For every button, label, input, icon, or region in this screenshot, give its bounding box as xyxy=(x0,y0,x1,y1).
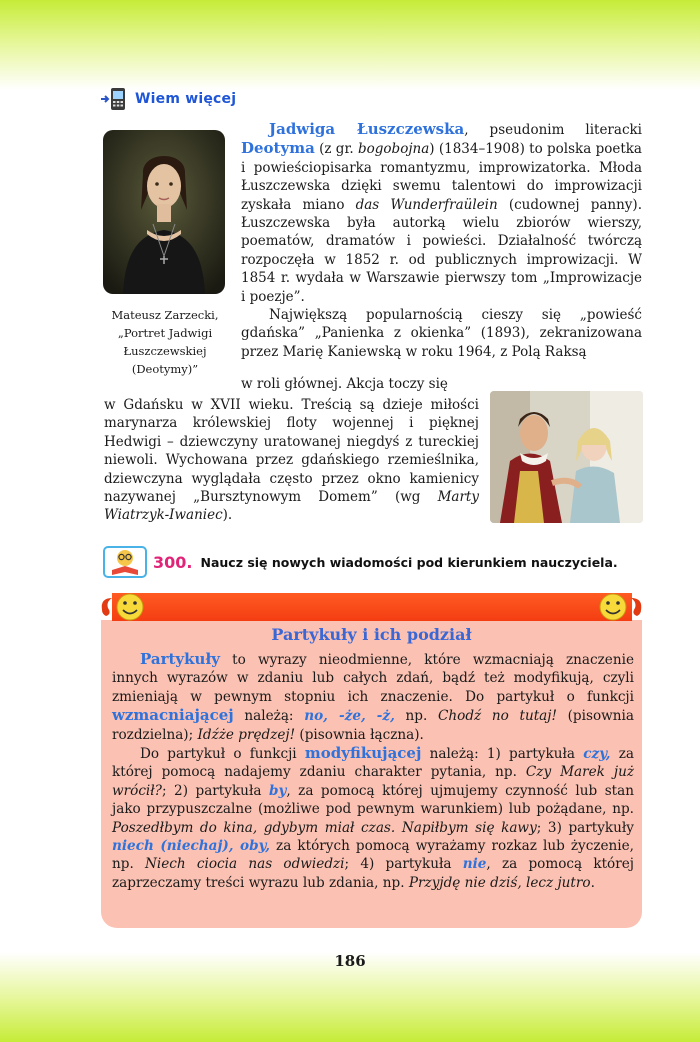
bio-paragraph-2 xyxy=(241,306,642,361)
example-sentence: Czy Marek już wrócił? xyxy=(112,764,634,799)
bio-greek-word: bogobojna xyxy=(358,141,430,158)
particle-niech: niech (niechaj), oby, xyxy=(112,838,270,855)
task-instruction: Naucz się nowych wiadomości pod kierunkiem nauczyciela. xyxy=(200,554,618,570)
example-sentence: Przyjdę nie dziś, lecz jutro xyxy=(408,874,591,891)
bio-text-span: w Gdańsku w XVII wieku. Treścią są dzieje miłości marynarza królewskiej floty wojennej i pięknej Hedwigi – dziewczyny uratowanej niegdyś z tureckiej niewoli. Wychowana przez gdańskiego rzemieślnika, dziewczyna wyglądała często przez okno kamienicy nazywanej „Bursztynowym Domem” (wg xyxy=(104,397,479,506)
bio-paragraph-3 xyxy=(104,396,479,525)
rule-text-span: to wyrazy nieodmienne, które wzmacniają znaczenie innych wyrazów w zdaniu lub całych zdań, bądź też modyfikują, czyli zmieniają w pewnym stopniu ich znaczenie. Do partykuł o funkcji xyxy=(112,652,634,705)
portrait-caption xyxy=(98,306,232,378)
bio-text-span: ) (1834–1908) to polska poetka i powieściopisarka romantyzmu, improwizatorka. Młoda Łuszczewska dzięki swemu talentowi do improwizacji zyskała miano xyxy=(241,141,642,213)
example-sentence: Niech ciocia nas odwiedzi xyxy=(145,856,345,873)
rule-text-span: , za pomocą której ujmujemy czynność lub stan jako przypuszczalne (możliwe pod pewnym warunkiem) lub pożądane, np. xyxy=(112,782,634,818)
example-sentence: Idźże prędzej! xyxy=(197,726,296,743)
wiem-wiecej-label: Wiem więcej xyxy=(135,91,237,107)
rule-text-span: ; 3) partykuły xyxy=(536,819,634,836)
rule-text-span: ; 4) partykuła xyxy=(344,856,463,873)
bio-paragraph-2-end: w roli głównej. Akcja toczy się xyxy=(241,376,448,392)
term-partykuly: Partykuły xyxy=(140,650,220,668)
term-wzmacniajacej: wzmacniającej xyxy=(112,706,234,725)
reading-student-icon xyxy=(103,546,147,578)
rule-text-span: . xyxy=(590,874,595,891)
task-number: 300. xyxy=(153,552,193,572)
caption-line: Mateusz Zarzecki, xyxy=(111,308,219,322)
bio-text-span: ). xyxy=(222,507,233,524)
rule-paragraph-2 xyxy=(112,744,634,892)
bio-text-span: (z gr. xyxy=(314,141,359,158)
rule-text-span: za których pomocą wyrażamy rozkaz lub życzenie, np. xyxy=(112,838,634,873)
right-scroll-smiley xyxy=(597,590,643,624)
rule-text-span: (pisownia rozdzielna); xyxy=(112,708,634,743)
bio-text-span: , pseudonim literacki xyxy=(464,122,642,138)
caption-line: (Deotymy)” xyxy=(131,362,199,376)
rule-text-span: (pisownia łączna). xyxy=(295,726,424,743)
particle-czy: czy, xyxy=(583,746,611,763)
particle-by: by xyxy=(268,782,287,799)
example-sentence: Poszedłbym do kina, gdybym miał czas. Napiłbym się kawy xyxy=(112,819,537,836)
rule-text-span: np. xyxy=(394,708,438,725)
left-scroll-smiley xyxy=(100,590,146,624)
rule-text-span: należą: xyxy=(233,708,305,725)
task-300 xyxy=(103,546,643,578)
wiem-wiecej-header xyxy=(100,86,236,112)
example-words: no, -że, -ż, xyxy=(304,708,395,725)
phone-icon xyxy=(100,87,132,111)
bio-german-phrase: das Wunderfraülein xyxy=(355,196,498,213)
term-modyfikujacej: modyfikującej xyxy=(304,744,422,763)
rule-header-bar xyxy=(112,593,632,621)
rule-paragraph-1 xyxy=(112,650,634,744)
rule-text-span: Do partykuł o funkcji xyxy=(140,746,305,763)
bio-author: Marty Wiatrzyk-Iwaniec xyxy=(104,489,479,524)
page-number: 186 xyxy=(334,952,366,970)
bio-pseudonym: Deotyma xyxy=(241,139,315,158)
particle-nie: nie xyxy=(462,856,487,873)
portrait-image xyxy=(103,130,225,294)
bio-text-span: Największą popularnością cieszy się „powieść gdańska” „Panienka z okienka” (1893), zekranizowana przez Marię Kaniewską w roku 1964, z Polą Raksą xyxy=(241,307,642,360)
rule-text-span: za której pomocą nadajemy zdaniu charakter pytania, np. xyxy=(112,746,634,781)
rule-title: Partykuły i ich podział xyxy=(271,625,472,644)
rule-text-span: należą: 1) partykuła xyxy=(421,746,584,763)
film-still-image xyxy=(490,391,643,523)
bio-text-span: (cudownej panny). Łuszczewska była autorką wielu zbiorów wierszy, poematów, dramatów i powieści. Działalność twórczą rozpoczęła w 1852 r. od publicznych improwizacji. W 1854 r. wydała w Warszawie pierwszy tom „Improwizacje i poezje”. xyxy=(241,196,642,305)
bio-paragraph-1 xyxy=(241,120,642,306)
rule-text xyxy=(112,650,634,892)
caption-line: „Portret Jadwigi xyxy=(117,326,213,340)
top-green-band xyxy=(0,0,700,90)
caption-line: Łuszczewskiej xyxy=(123,344,207,358)
rule-text-span: ; 2) partykuła xyxy=(161,782,269,799)
rule-text-span: , za pomocą której zaprzeczamy treści wyrazu lub zdania, np. xyxy=(112,856,634,891)
bio-text xyxy=(241,120,642,361)
example-sentence: Chodź no tutaj! xyxy=(438,708,557,725)
bio-name: Jadwiga Łuszczewska xyxy=(269,120,465,138)
